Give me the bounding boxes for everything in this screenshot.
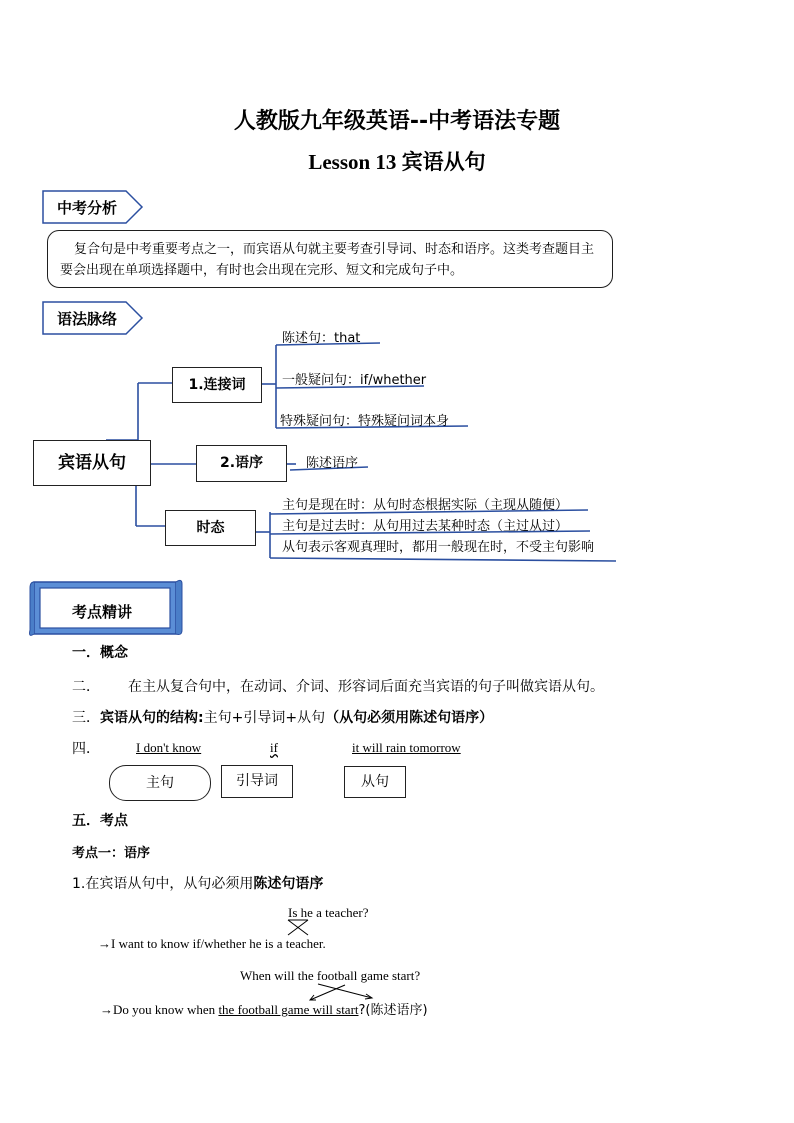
point-3-bold: 宾语从句的结构: (100, 710, 204, 726)
example-main-clause: I don't know (136, 740, 202, 755)
document-title: 人教版九年级英语--中考语法专题 (233, 109, 561, 134)
mind-map-root: 宾语从句 (33, 440, 151, 486)
analysis-tag: 中考分析 (57, 199, 118, 217)
answer-1-prefix: →I want to know if/whether (98, 936, 250, 951)
point-3-plain: 主句+引导词+从句 (203, 710, 326, 726)
answer-2-suffix: ?(陈述语序) (358, 1003, 428, 1018)
grammar-tag: 语法脉络 (57, 310, 118, 328)
leaf-past-main: 主句是过去时：从句用过去某种时态（主过从过） (282, 519, 569, 534)
point-3-number: 三． (72, 710, 100, 726)
label-conjunction: 引导词 (221, 765, 293, 798)
label-object-clause: 从句 (344, 766, 406, 798)
answer-2-clause: the football game will start (218, 1002, 359, 1017)
example-conjunction: if (270, 740, 278, 755)
document-subtitle: Lesson 13 宾语从句 (308, 150, 486, 174)
leaf-declarative-that: 陈述句：that (282, 331, 361, 346)
point-concept: 一．概念 (72, 645, 128, 661)
question-2: When will the football game start? (240, 968, 421, 983)
point-2-text: 在主从复合句中，在动词、介词、形容词后面充当宾语的句子叫做宾语从句。 (128, 679, 604, 695)
leaf-present-main: 主句是现在时：从句时态根据实际（主现从随便） (282, 498, 569, 513)
leaf-wh-question: 特殊疑问句：特殊疑问词本身 (280, 414, 450, 429)
analysis-box: 复合句是中考重要考点之一，而宾语从句就主要考查引导词、时态和语序。这类考查题目主要会出现在单项选择题中，有时也会出现在完形、短文和完成句子中。 (47, 230, 613, 288)
answer-2-prefix: →Do you know when (100, 1002, 219, 1017)
rule-1-bold: 陈述句语序 (253, 876, 324, 892)
answer-1-clause: he is a teacher. (249, 936, 326, 951)
answer-2 (100, 999, 428, 1018)
leaf-universal-truth: 从句表示客观真理时，都用一般现在时，不受主句影响 (282, 540, 595, 555)
point-one-title: 考点一：语序 (72, 846, 151, 861)
branch-connectives: 1.连接词 (172, 367, 262, 403)
point-5: 五．考点 (72, 813, 128, 829)
question-1: Is he a teacher? (288, 905, 369, 920)
answer-1 (98, 936, 326, 952)
point-4-number: 四． (72, 741, 100, 757)
label-main-clause: 主句 (109, 765, 211, 801)
point-3-note: （从句必须用陈述句语序） (325, 710, 494, 726)
rule-1 (72, 873, 323, 893)
rule-1-plain: 1.在宾语从句中，从句必须用 (72, 876, 254, 892)
leaf-declarative-order: 陈述语序 (306, 456, 359, 471)
point-3 (72, 707, 493, 727)
branch-tense: 时态 (165, 510, 256, 546)
points-tag: 考点精讲 (72, 603, 133, 621)
branch-word-order: 2.语序 (196, 445, 287, 482)
swap-arrows-1 (284, 918, 314, 938)
leaf-yes-no-if-whether: 一般疑问句：if/whether (282, 373, 427, 388)
point-2-number: 二． (72, 679, 100, 695)
example-object-clause: it will rain tomorrow (352, 740, 461, 755)
